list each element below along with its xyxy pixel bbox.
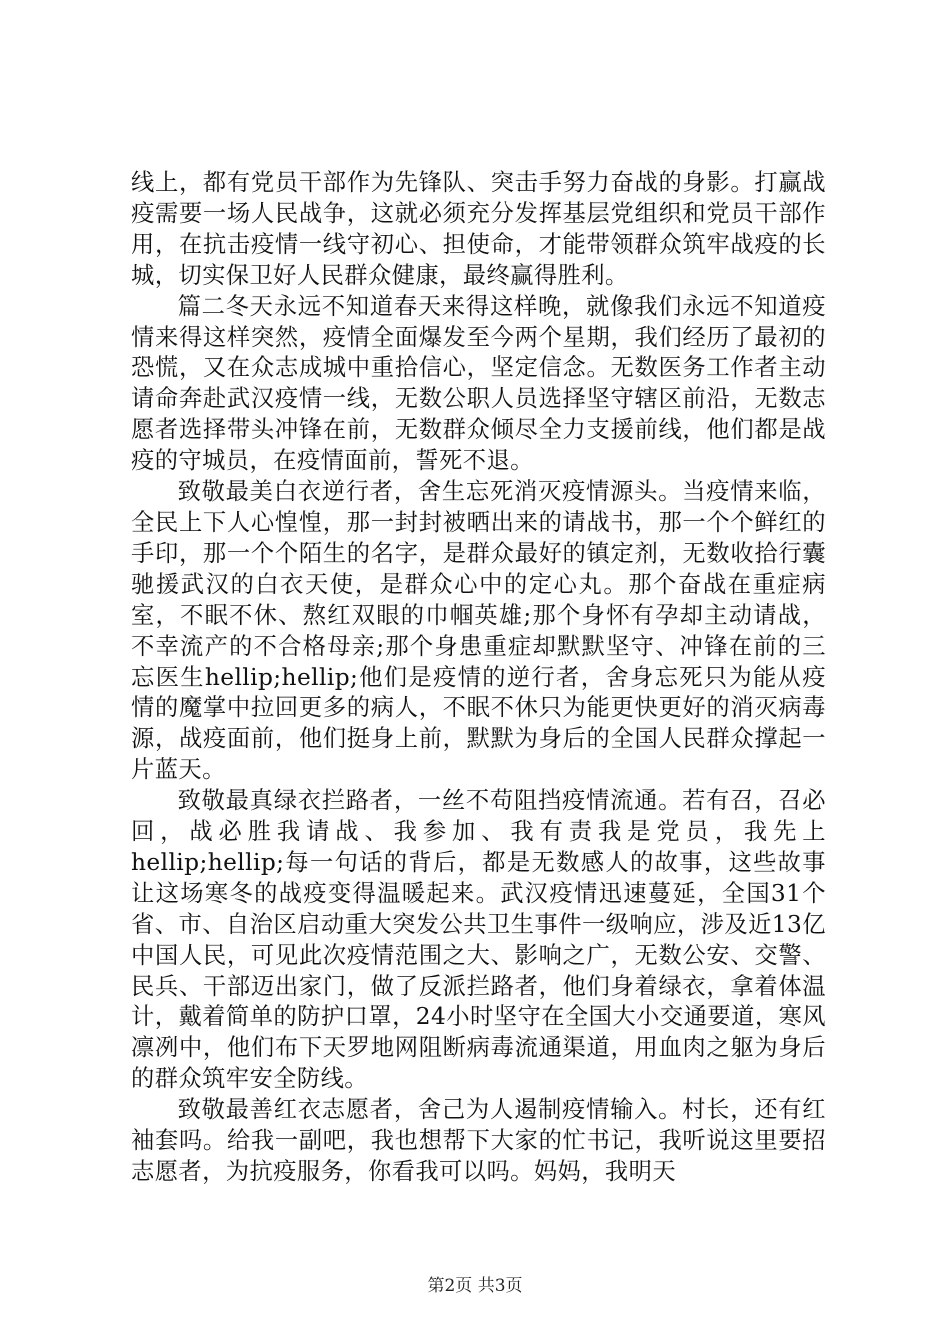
paragraph-3: 致敬最美白衣逆行者，舍生忘死消灭疫情源头。当疫情来临，全民上下人心惶惶，那一封封被晒出来的请战书，那一个个鲜红的手印，那一个个陌生的名字，是群众最好的镇定剂，无数收拾行囊驰援武汉的白衣天使，是群众心中的定心丸。那个奋战在重症病室，不眠不休、熬红双眼的巾帼英雄;那个身怀有孕却主动请战，不幸流产的不合格母亲;那个身患重症却默默坚守、冲锋在前的三忘医生hellip;hellip;他们是疫情的逆行者，舍身忘死只为能从疫情的魔掌中拉回更多的病人，不眠不休只为能更快更好的消灭病毒源，战疫面前，他们挺身上前，默默为身后的全国人民群众撑起一片蓝天。 (131, 478, 826, 784)
paragraph-4: 致敬最真绿衣拦路者，一丝不苟阻挡疫情流通。若有召，召必回，战必胜我请战、我参加、我有责我是党员，我先上hellip;hellip;每一句话的背后，都是无数感人的故事，这些故事让这场寒冬的战疫变得温暖起来。武汉疫情迅速蔓延，全国31个省、市、自治区启动重大突发公共卫生事件一级响应，涉及近13亿中国人民，可见此次疫情范围之大、影响之广，无数公安、交警、民兵、干部迈出家门，做了反派拦路者，他们身着绿衣，拿着体温计，戴着简单的防护口罩，24小时坚守在全国大小交通要道，寒风凛冽中，他们布下天罗地网阻断病毒流通渠道，用血肉之躯为身后的群众筑牢安全防线。 (131, 787, 826, 1093)
paragraph-5: 致敬最善红衣志愿者，舍己为人遏制疫情输入。村长，还有红袖套吗。给我一副吧，我也想帮下大家的忙书记，我听说这里要招志愿者，为抗疫服务，你看我可以吗。妈妈，我明天 (131, 1096, 826, 1185)
page-number-footer: 第2页 共3页 (427, 1276, 523, 1296)
paragraph-1: 线上，都有党员干部作为先锋队、突击手努力奋战的身影。打赢战疫需要一场人民战争，这就必须充分发挥基层党组织和党员干部作用，在抗击疫情一线守初心、担使命，才能带领群众筑牢战疫的长城，切实保卫好人民群众健康，最终赢得胜利。 (131, 169, 826, 289)
paragraph-2: 篇二冬天永远不知道春天来得这样晚，就像我们永远不知道疫情来得这样突然，疫情全面爆发至今两个星期，我们经历了最初的恐慌，又在众志成城中重拾信心，坚定信念。无数医务工作者主动请命奔赴武汉疫情一线，无数公职人员选择坚守辖区前沿，无数志愿者选择带头冲锋在前，无数群众倾尽全力支援前线，他们都是战疫的守城员，在疫情面前，誓死不退。 (131, 292, 826, 475)
document-body (131, 168, 826, 1188)
